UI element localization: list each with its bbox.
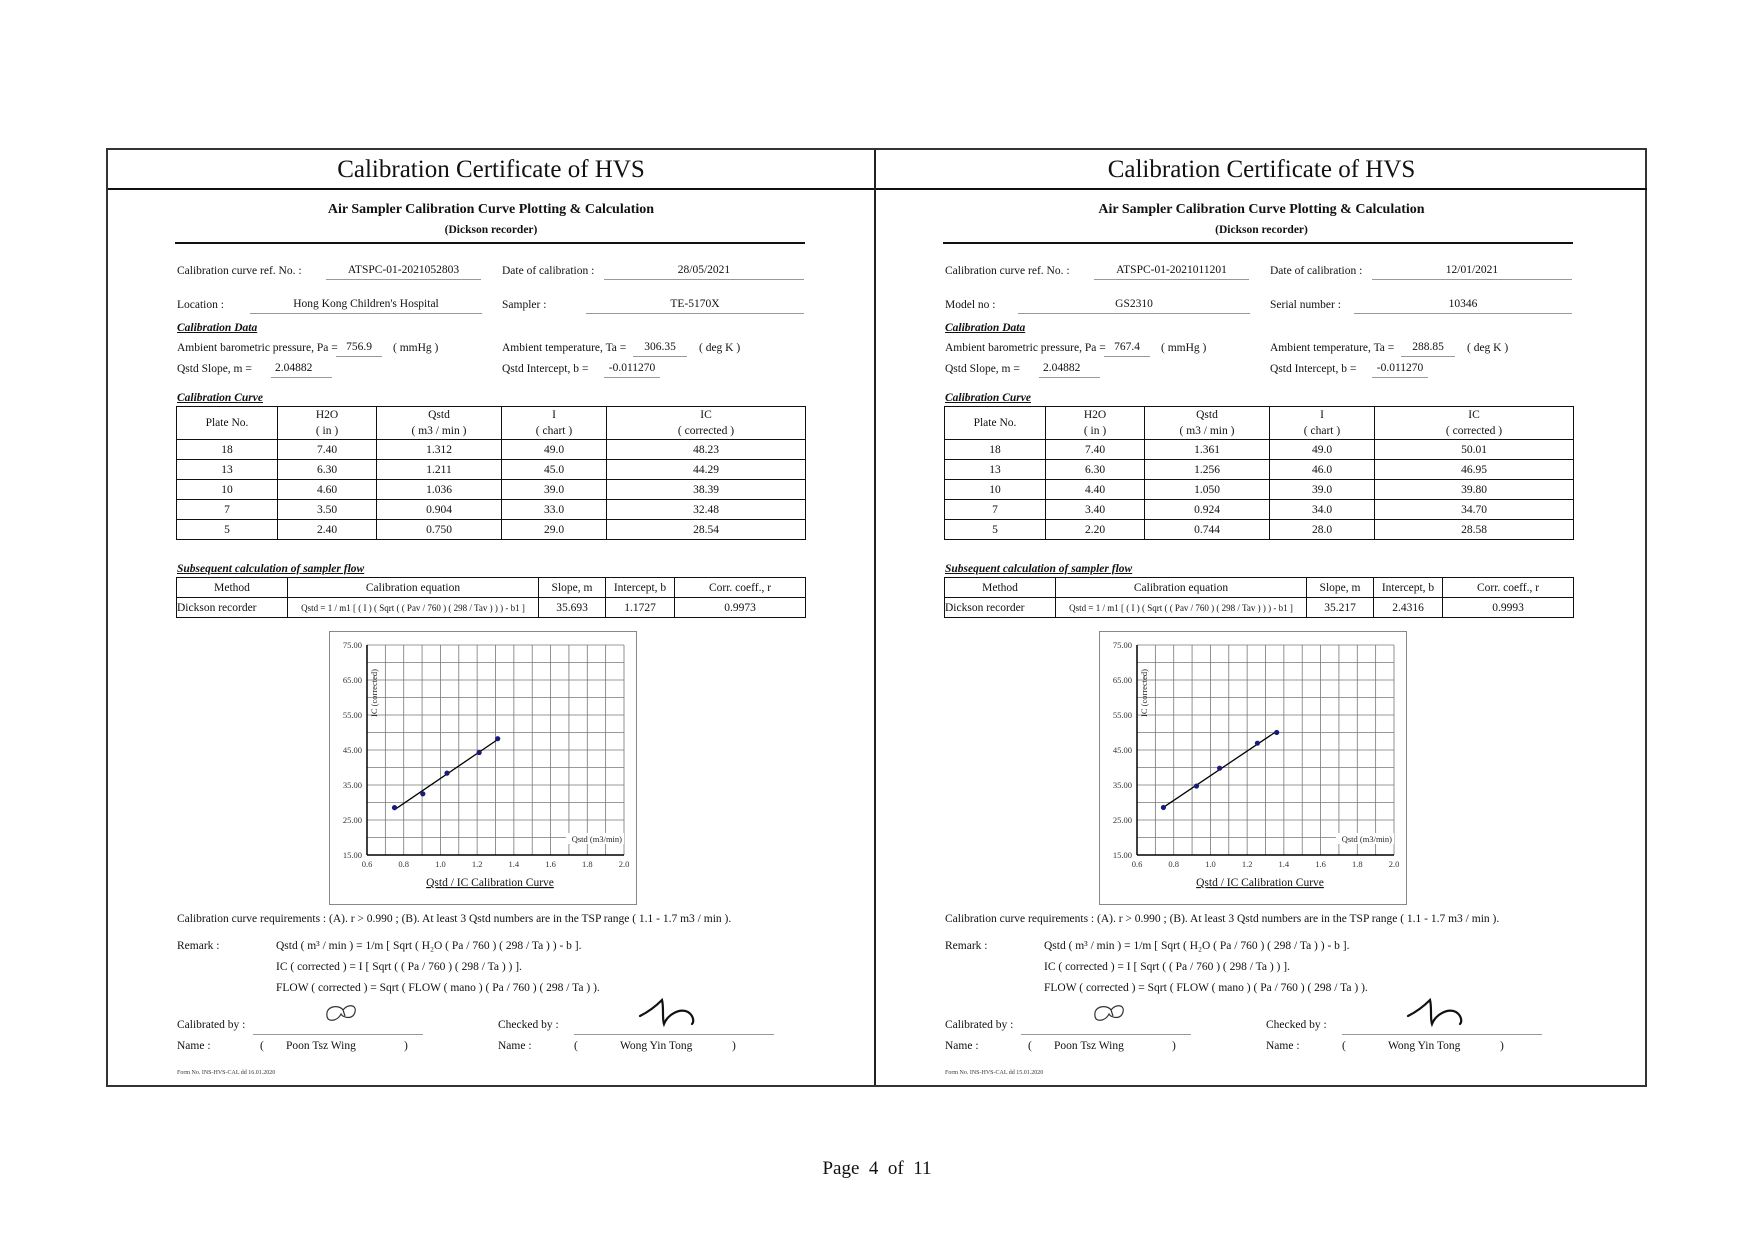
recorder-subtitle: (Dickson recorder) <box>444 224 538 236</box>
table-cell: 29.0 <box>502 520 607 540</box>
table-cell: 13 <box>177 460 278 480</box>
pressure-value: 767.4 <box>1104 341 1150 357</box>
table-cell: 39.0 <box>502 480 607 500</box>
table-cell: 6.30 <box>1046 460 1145 480</box>
certificate-panel-right <box>876 150 1647 1085</box>
page-total: 11 <box>913 1158 932 1179</box>
calibration-curve-table <box>176 406 806 540</box>
remark-line-1: Qstd ( m³ / min ) = 1/m [ Sqrt ( H₂O ( Pa / 760 ) ( 298 / Ta ) ) - b ]. <box>276 940 582 952</box>
checked-by-line <box>574 1034 774 1035</box>
column-header: Calibration equation <box>1056 578 1307 598</box>
x-tick-label: 1.4 <box>1278 859 1290 869</box>
table-cell: 10 <box>177 480 278 500</box>
field4-label: Sampler : <box>502 299 547 311</box>
field3-value: GS2310 <box>1018 298 1250 314</box>
table-cell: 1.1727 <box>606 598 675 618</box>
remark-line-3: FLOW ( corrected ) = Sqrt ( FLOW ( mano ) ( Pa / 760 ) ( 298 / Ta ) ). <box>1044 982 1368 994</box>
table-cell: 32.48 <box>607 500 806 520</box>
remark-line-1: Qstd ( m³ / min ) = 1/m [ Sqrt ( H₂O ( Pa / 760 ) ( 298 / Ta ) ) - b ]. <box>1044 940 1350 952</box>
x-tick-label: 1.2 <box>471 859 483 869</box>
table-cell: 5 <box>177 520 278 540</box>
column-header <box>502 407 607 440</box>
y-tick-label: 55.00 <box>342 710 362 720</box>
table-cell: 7 <box>945 500 1046 520</box>
table-row <box>177 500 806 520</box>
table-cell: 0.744 <box>1145 520 1270 540</box>
table-cell: 44.29 <box>607 460 806 480</box>
field3-value: Hong Kong Children's Hospital <box>250 298 482 314</box>
table-cell: 46.0 <box>1270 460 1375 480</box>
page-current: 4 <box>868 1158 879 1179</box>
certificate-title: Calibration Certificate of HVS <box>108 150 874 190</box>
table-cell: 7.40 <box>278 440 377 460</box>
page-label: Page <box>822 1158 860 1179</box>
ref-label: Calibration curve ref. No. : <box>945 265 1070 277</box>
table-cell: Dickson recorder <box>945 598 1056 618</box>
table-cell: 50.01 <box>1375 440 1574 460</box>
data-point <box>477 750 482 755</box>
open-paren: ( <box>1028 1040 1032 1052</box>
column-header: Slope, m <box>539 578 606 598</box>
column-header-name: Qstd <box>1196 409 1218 421</box>
column-header-name: Qstd <box>428 409 450 421</box>
header-rule <box>943 242 1573 244</box>
table-row <box>945 598 1574 618</box>
x-tick-label: 1.0 <box>1205 859 1216 869</box>
date-label: Date of calibration : <box>502 265 595 277</box>
page-of: of <box>887 1158 904 1179</box>
column-header-name: I <box>1320 409 1324 421</box>
calibrated-name: Poon Tsz Wing <box>1054 1040 1124 1052</box>
checked-name: Wong Yin Tong <box>620 1040 693 1052</box>
remark-line-2: IC ( corrected ) = I [ Sqrt ( ( Pa / 760 ) ( 298 / Ta ) ) ]. <box>276 961 522 973</box>
date-value: 12/01/2021 <box>1372 264 1572 280</box>
form-number: Form No. INS-HVS-CAL dd 16.01.2020 <box>177 1070 276 1076</box>
table-cell: 35.217 <box>1307 598 1374 618</box>
calibrated-by-line <box>253 1034 423 1035</box>
checked-by-label: Checked by : <box>498 1019 559 1031</box>
calibrated-by-label: Calibrated by : <box>945 1019 1014 1031</box>
field3-label: Location : <box>177 299 224 311</box>
table-cell: 0.9973 <box>675 598 806 618</box>
x-tick-label: 0.8 <box>1168 859 1180 869</box>
table-cell: 49.0 <box>502 440 607 460</box>
close-paren: ) <box>404 1040 408 1052</box>
calibrated-name: Poon Tsz Wing <box>286 1040 356 1052</box>
calibrated-name-label: Name : <box>177 1040 211 1052</box>
y-tick-label: 45.00 <box>342 745 362 755</box>
x-tick-label: 1.6 <box>1315 859 1326 869</box>
x-tick-label: 1.2 <box>1241 859 1253 869</box>
x-axis-label: Qstd (m3/min) <box>1341 834 1392 844</box>
pressure-label: Ambient barometric pressure, Pa = <box>177 342 338 354</box>
table-row <box>177 520 806 540</box>
remark-label: Remark : <box>945 940 988 952</box>
y-tick-label: 55.00 <box>1112 710 1132 720</box>
table-cell: 10 <box>945 480 1046 500</box>
calibration-curve-table <box>944 406 1574 540</box>
calibrated-by-line <box>1021 1034 1191 1035</box>
table-cell: 7 <box>177 500 278 520</box>
column-header: Intercept, b <box>1374 578 1443 598</box>
certificate-frame <box>106 148 1647 1087</box>
checked-name-label: Name : <box>498 1040 532 1052</box>
table-cell: 39.0 <box>1270 480 1375 500</box>
table-cell: 1.050 <box>1145 480 1270 500</box>
table-cell: 39.80 <box>1375 480 1574 500</box>
chart-title: Qstd / IC Calibration Curve <box>1196 877 1324 889</box>
requirements-text: Calibration curve requirements : (A). r > 0.990 ; (B). At least 3 Qstd numbers are in the TSP range ( 1.1 - 1.7 m3 / min ). <box>177 913 732 925</box>
x-tick-label: 0.6 <box>1131 859 1143 869</box>
data-point <box>420 791 425 796</box>
calibration-chart <box>1100 632 1406 904</box>
checked-name-label: Name : <box>1266 1040 1300 1052</box>
intercept-value: -0.011270 <box>604 362 660 378</box>
column-header <box>1270 407 1375 440</box>
calibration-data-heading: Calibration Data <box>945 322 1026 334</box>
x-tick-label: 1.6 <box>545 859 556 869</box>
x-tick-label: 1.8 <box>1351 859 1363 869</box>
remark-line-2: IC ( corrected ) = I [ Sqrt ( ( Pa / 760 ) ( 298 / Ta ) ) ]. <box>1044 961 1290 973</box>
y-tick-label: 35.00 <box>1112 780 1132 790</box>
y-tick-label: 65.00 <box>1112 675 1132 685</box>
temperature-value: 288.85 <box>1401 341 1455 357</box>
header-rule <box>175 242 805 244</box>
x-tick-label: 2.0 <box>618 859 630 869</box>
table-row <box>177 440 806 460</box>
column-header-name: Plate No. <box>205 417 249 429</box>
table-cell: 0.904 <box>377 500 502 520</box>
ref-value: ATSPC-01-2021011201 <box>1094 264 1249 280</box>
certificate-title: Calibration Certificate of HVS <box>876 150 1647 190</box>
flow-calc-heading: Subsequent calculation of sampler flow <box>945 563 1133 575</box>
table-cell: 6.30 <box>278 460 377 480</box>
x-tick-label: 2.0 <box>1388 859 1400 869</box>
field4-value: TE-5170X <box>586 298 804 314</box>
x-axis-label: Qstd (m3/min) <box>571 834 622 844</box>
column-header-unit: ( m3 / min ) <box>411 425 467 437</box>
column-header <box>607 407 806 440</box>
table-cell: 0.750 <box>377 520 502 540</box>
intercept-label: Qstd Intercept, b = <box>1270 363 1357 375</box>
column-header <box>1145 407 1270 440</box>
data-point <box>495 736 500 741</box>
pressure-value: 756.9 <box>336 341 382 357</box>
temperature-label: Ambient temperature, Ta = <box>1270 342 1395 354</box>
pressure-unit: ( mmHg ) <box>393 342 439 354</box>
calibration-curve-heading: Calibration Curve <box>177 392 263 404</box>
column-header: Method <box>177 578 288 598</box>
column-header-name: H2O <box>315 409 339 421</box>
y-tick-label: 75.00 <box>1112 640 1132 650</box>
checked-by-label: Checked by : <box>1266 1019 1327 1031</box>
table-cell: 34.0 <box>1270 500 1375 520</box>
remark-line-3: FLOW ( corrected ) = Sqrt ( FLOW ( mano ) ( Pa / 760 ) ( 298 / Ta ) ). <box>276 982 600 994</box>
column-header <box>177 407 278 440</box>
open-paren: ( <box>1342 1040 1346 1052</box>
column-header-name: IC <box>700 409 712 421</box>
table-cell: 0.924 <box>1145 500 1270 520</box>
field3-label: Model no : <box>945 299 996 311</box>
data-point <box>444 771 449 776</box>
column-header-unit: ( chart ) <box>1303 425 1341 437</box>
data-point <box>1274 730 1279 735</box>
x-tick-label: 1.8 <box>581 859 593 869</box>
table-cell: 2.40 <box>278 520 377 540</box>
table-cell: 1.312 <box>377 440 502 460</box>
temperature-unit: ( deg K ) <box>699 342 741 354</box>
table-cell: 49.0 <box>1270 440 1375 460</box>
table-cell: 13 <box>945 460 1046 480</box>
y-tick-label: 65.00 <box>342 675 362 685</box>
table-cell: 48.23 <box>607 440 806 460</box>
table-cell: 3.50 <box>278 500 377 520</box>
calibration-curve-heading: Calibration Curve <box>945 392 1031 404</box>
flow-calc-heading: Subsequent calculation of sampler flow <box>177 563 365 575</box>
table-cell: 28.58 <box>1375 520 1574 540</box>
table-row <box>945 500 1574 520</box>
column-header-unit: ( in ) <box>1083 425 1107 437</box>
checker-signature <box>636 994 708 1030</box>
data-point <box>1161 805 1166 810</box>
column-header-unit: ( corrected ) <box>677 425 735 437</box>
calibration-chart-frame <box>329 631 637 905</box>
table-row <box>177 598 806 618</box>
y-tick-label: 25.00 <box>1112 815 1132 825</box>
table-cell: 33.0 <box>502 500 607 520</box>
chart-title: Qstd / IC Calibration Curve <box>426 877 554 889</box>
x-tick-label: 0.8 <box>398 859 410 869</box>
intercept-label: Qstd Intercept, b = <box>502 363 589 375</box>
y-tick-label: 25.00 <box>342 815 362 825</box>
column-header-unit: ( chart ) <box>535 425 573 437</box>
column-header-name: I <box>552 409 556 421</box>
table-cell: 0.9993 <box>1443 598 1574 618</box>
date-label: Date of calibration : <box>1270 265 1363 277</box>
column-header <box>377 407 502 440</box>
y-tick-label: 75.00 <box>342 640 362 650</box>
table-cell: 46.95 <box>1375 460 1574 480</box>
column-header-unit: ( m3 / min ) <box>1179 425 1235 437</box>
column-header-unit: ( corrected ) <box>1445 425 1503 437</box>
y-tick-label: 15.00 <box>1112 850 1132 860</box>
remark-label: Remark : <box>177 940 220 952</box>
close-paren: ) <box>1172 1040 1176 1052</box>
field4-value: 10346 <box>1354 298 1572 314</box>
table-cell: 28.54 <box>607 520 806 540</box>
table-cell: 1.361 <box>1145 440 1270 460</box>
column-header: Intercept, b <box>606 578 675 598</box>
table-row <box>945 480 1574 500</box>
pressure-unit: ( mmHg ) <box>1161 342 1207 354</box>
table-cell: 1.036 <box>377 480 502 500</box>
table-cell: 7.40 <box>1046 440 1145 460</box>
table-cell: 18 <box>945 440 1046 460</box>
table-cell: Qstd = 1 / m1 [ ( I ) ( Sqrt ( ( Pav / 760 ) ( 298 / Tav ) ) ) - b1 ] <box>288 598 539 618</box>
x-tick-label: 1.4 <box>508 859 520 869</box>
column-header <box>945 407 1046 440</box>
form-number: Form No. INS-HVS-CAL dd 15.01.2020 <box>945 1070 1044 1076</box>
requirements-text: Calibration curve requirements : (A). r > 0.990 ; (B). At least 3 Qstd numbers are in the TSP range ( 1.1 - 1.7 m3 / min ). <box>945 913 1500 925</box>
x-tick-label: 0.6 <box>361 859 373 869</box>
table-cell: 2.20 <box>1046 520 1145 540</box>
field4-label: Serial number : <box>1270 299 1341 311</box>
calibration-chart <box>330 632 636 904</box>
table-cell: 4.60 <box>278 480 377 500</box>
slope-label: Qstd Slope, m = <box>177 363 252 375</box>
calibration-data-heading: Calibration Data <box>177 322 258 334</box>
table-cell: 28.0 <box>1270 520 1375 540</box>
y-axis-label: IC (corrected) <box>369 669 379 717</box>
table-cell: 1.211 <box>377 460 502 480</box>
y-tick-label: 15.00 <box>342 850 362 860</box>
slope-value: 2.04882 <box>1039 362 1100 378</box>
recorder-subtitle: (Dickson recorder) <box>1215 224 1308 236</box>
table-cell: Qstd = 1 / m1 [ ( I ) ( Sqrt ( ( Pav / 760 ) ( 298 / Tav ) ) ) - b1 ] <box>1056 598 1307 618</box>
checker-signature <box>1404 994 1476 1030</box>
table-row <box>945 460 1574 480</box>
temperature-value: 306.35 <box>633 341 687 357</box>
column-header: Slope, m <box>1307 578 1374 598</box>
table-row <box>177 460 806 480</box>
temperature-unit: ( deg K ) <box>1467 342 1509 354</box>
column-header: Calibration equation <box>288 578 539 598</box>
table-cell: 1.256 <box>1145 460 1270 480</box>
table-cell: 5 <box>945 520 1046 540</box>
table-row <box>945 520 1574 540</box>
certificate-panel-left <box>108 150 874 1085</box>
date-value: 28/05/2021 <box>604 264 804 280</box>
ref-value: ATSPC-01-2021052803 <box>326 264 481 280</box>
column-header-name: H2O <box>1083 409 1107 421</box>
data-point <box>1217 766 1222 771</box>
table-cell: Dickson recorder <box>177 598 288 618</box>
pressure-label: Ambient barometric pressure, Pa = <box>945 342 1106 354</box>
open-paren: ( <box>574 1040 578 1052</box>
y-tick-label: 45.00 <box>1112 745 1132 755</box>
page-number <box>0 1158 1754 1180</box>
column-header-name: Plate No. <box>973 417 1017 429</box>
table-row <box>177 480 806 500</box>
close-paren: ) <box>732 1040 736 1052</box>
column-header <box>1375 407 1574 440</box>
table-cell: 2.4316 <box>1374 598 1443 618</box>
open-paren: ( <box>260 1040 264 1052</box>
intercept-value: -0.011270 <box>1372 362 1428 378</box>
y-tick-label: 35.00 <box>342 780 362 790</box>
section-subtitle: Air Sampler Calibration Curve Plotting & Calculation <box>1098 202 1425 217</box>
table-cell: 3.40 <box>1046 500 1145 520</box>
data-point <box>392 805 397 810</box>
table-cell: 45.0 <box>502 460 607 480</box>
column-header <box>278 407 377 440</box>
table-row <box>945 440 1574 460</box>
column-header: Method <box>945 578 1056 598</box>
calibrated-name-label: Name : <box>945 1040 979 1052</box>
data-point <box>1194 783 1199 788</box>
calibration-chart-frame <box>1099 631 1407 905</box>
calibrated-by-label: Calibrated by : <box>177 1019 246 1031</box>
flow-calculation-table <box>176 577 806 618</box>
temperature-label: Ambient temperature, Ta = <box>502 342 627 354</box>
table-cell: 18 <box>177 440 278 460</box>
data-point <box>1255 741 1260 746</box>
column-header: Corr. coeff., r <box>1443 578 1574 598</box>
column-header: Corr. coeff., r <box>675 578 806 598</box>
ref-label: Calibration curve ref. No. : <box>177 265 302 277</box>
section-subtitle: Air Sampler Calibration Curve Plotting & Calculation <box>327 202 655 217</box>
flow-calculation-table <box>944 577 1574 618</box>
checked-by-line <box>1342 1034 1542 1035</box>
column-header <box>1046 407 1145 440</box>
column-header-unit: ( in ) <box>315 425 339 437</box>
close-paren: ) <box>1500 1040 1504 1052</box>
table-cell: 35.693 <box>539 598 606 618</box>
slope-value: 2.04882 <box>271 362 332 378</box>
table-cell: 34.70 <box>1375 500 1574 520</box>
column-header-name: IC <box>1468 409 1480 421</box>
x-tick-label: 1.0 <box>435 859 446 869</box>
calibrator-signature <box>323 1000 363 1028</box>
y-axis-label: IC (corrected) <box>1139 669 1149 717</box>
checked-name: Wong Yin Tong <box>1388 1040 1461 1052</box>
calibrator-signature <box>1091 1000 1131 1028</box>
table-cell: 4.40 <box>1046 480 1145 500</box>
slope-label: Qstd Slope, m = <box>945 363 1020 375</box>
table-cell: 38.39 <box>607 480 806 500</box>
